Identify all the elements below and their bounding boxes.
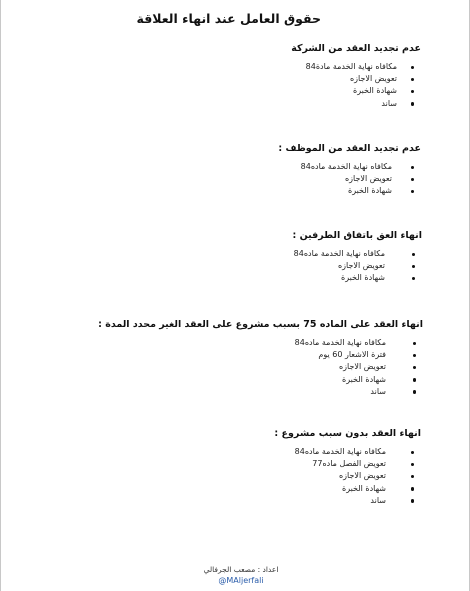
page-title: حقوق العامل عند انهاء العلاقة <box>136 11 321 26</box>
section-heading: انهاء العق باتفاق الطرفين : <box>292 230 422 241</box>
section-termination-without-cause <box>91 428 421 507</box>
author-handle: @MAljerfali <box>218 576 264 585</box>
section-heading: عدم تجديد العقد من الشركة <box>291 43 421 54</box>
section-heading: انهاء العقد على الماده 75 بسبب مشروع على العقد الغير محدد المدة : <box>98 319 423 330</box>
list-item: مكافاه نهاية الخدمة ماده84 <box>91 161 392 173</box>
section-mutual-agreement <box>92 230 422 285</box>
rights-list <box>92 248 422 285</box>
list-item: تعويض الاجازه <box>73 361 386 373</box>
list-item: شهادة الخبرة <box>91 483 386 495</box>
list-item: تعويض الفصل ماده77 <box>91 458 386 470</box>
list-item: تعويض الاجازه <box>91 173 392 185</box>
rights-list <box>91 446 421 507</box>
list-item: مكافاه نهاية الخدمة ماده84 <box>73 337 386 349</box>
list-item: ساند <box>91 98 397 110</box>
list-item: مكافاه نهاية الخدمة ماده84 <box>91 446 386 458</box>
list-item: شهادة الخبرة <box>91 185 392 197</box>
list-item: ساند <box>73 386 386 398</box>
list-item: تعويض الاجازه <box>91 470 386 482</box>
rights-list <box>91 61 421 110</box>
list-item: شهادة الخبرة <box>73 374 386 386</box>
section-non-renewal-by-company <box>91 43 421 110</box>
section-heading: عدم تجديد العقد من الموظف : <box>278 143 421 154</box>
rights-list <box>91 161 421 198</box>
section-article-75-termination <box>73 319 423 398</box>
list-item: تعويض الاجازه <box>91 73 397 85</box>
footer <box>151 564 331 586</box>
list-item: فترة الاشعار 60 يوم <box>73 349 386 361</box>
rights-list <box>73 337 423 398</box>
section-non-renewal-by-employee <box>91 143 421 198</box>
list-item: تعويض الاجازه <box>92 260 385 272</box>
list-item: ساند <box>91 495 386 507</box>
list-item: شهادة الخبرة <box>91 85 397 97</box>
section-heading: انهاء العقد بدون سبب مشروع : <box>274 428 421 439</box>
list-item: شهادة الخبرة <box>92 272 385 284</box>
list-item: مكافاه نهاية الخدمة مادة84 <box>91 61 397 73</box>
list-item: مكافاه نهاية الخدمة ماده84 <box>92 248 385 260</box>
prepared-by: اعداد : مصعب الجرفالي <box>203 565 279 574</box>
